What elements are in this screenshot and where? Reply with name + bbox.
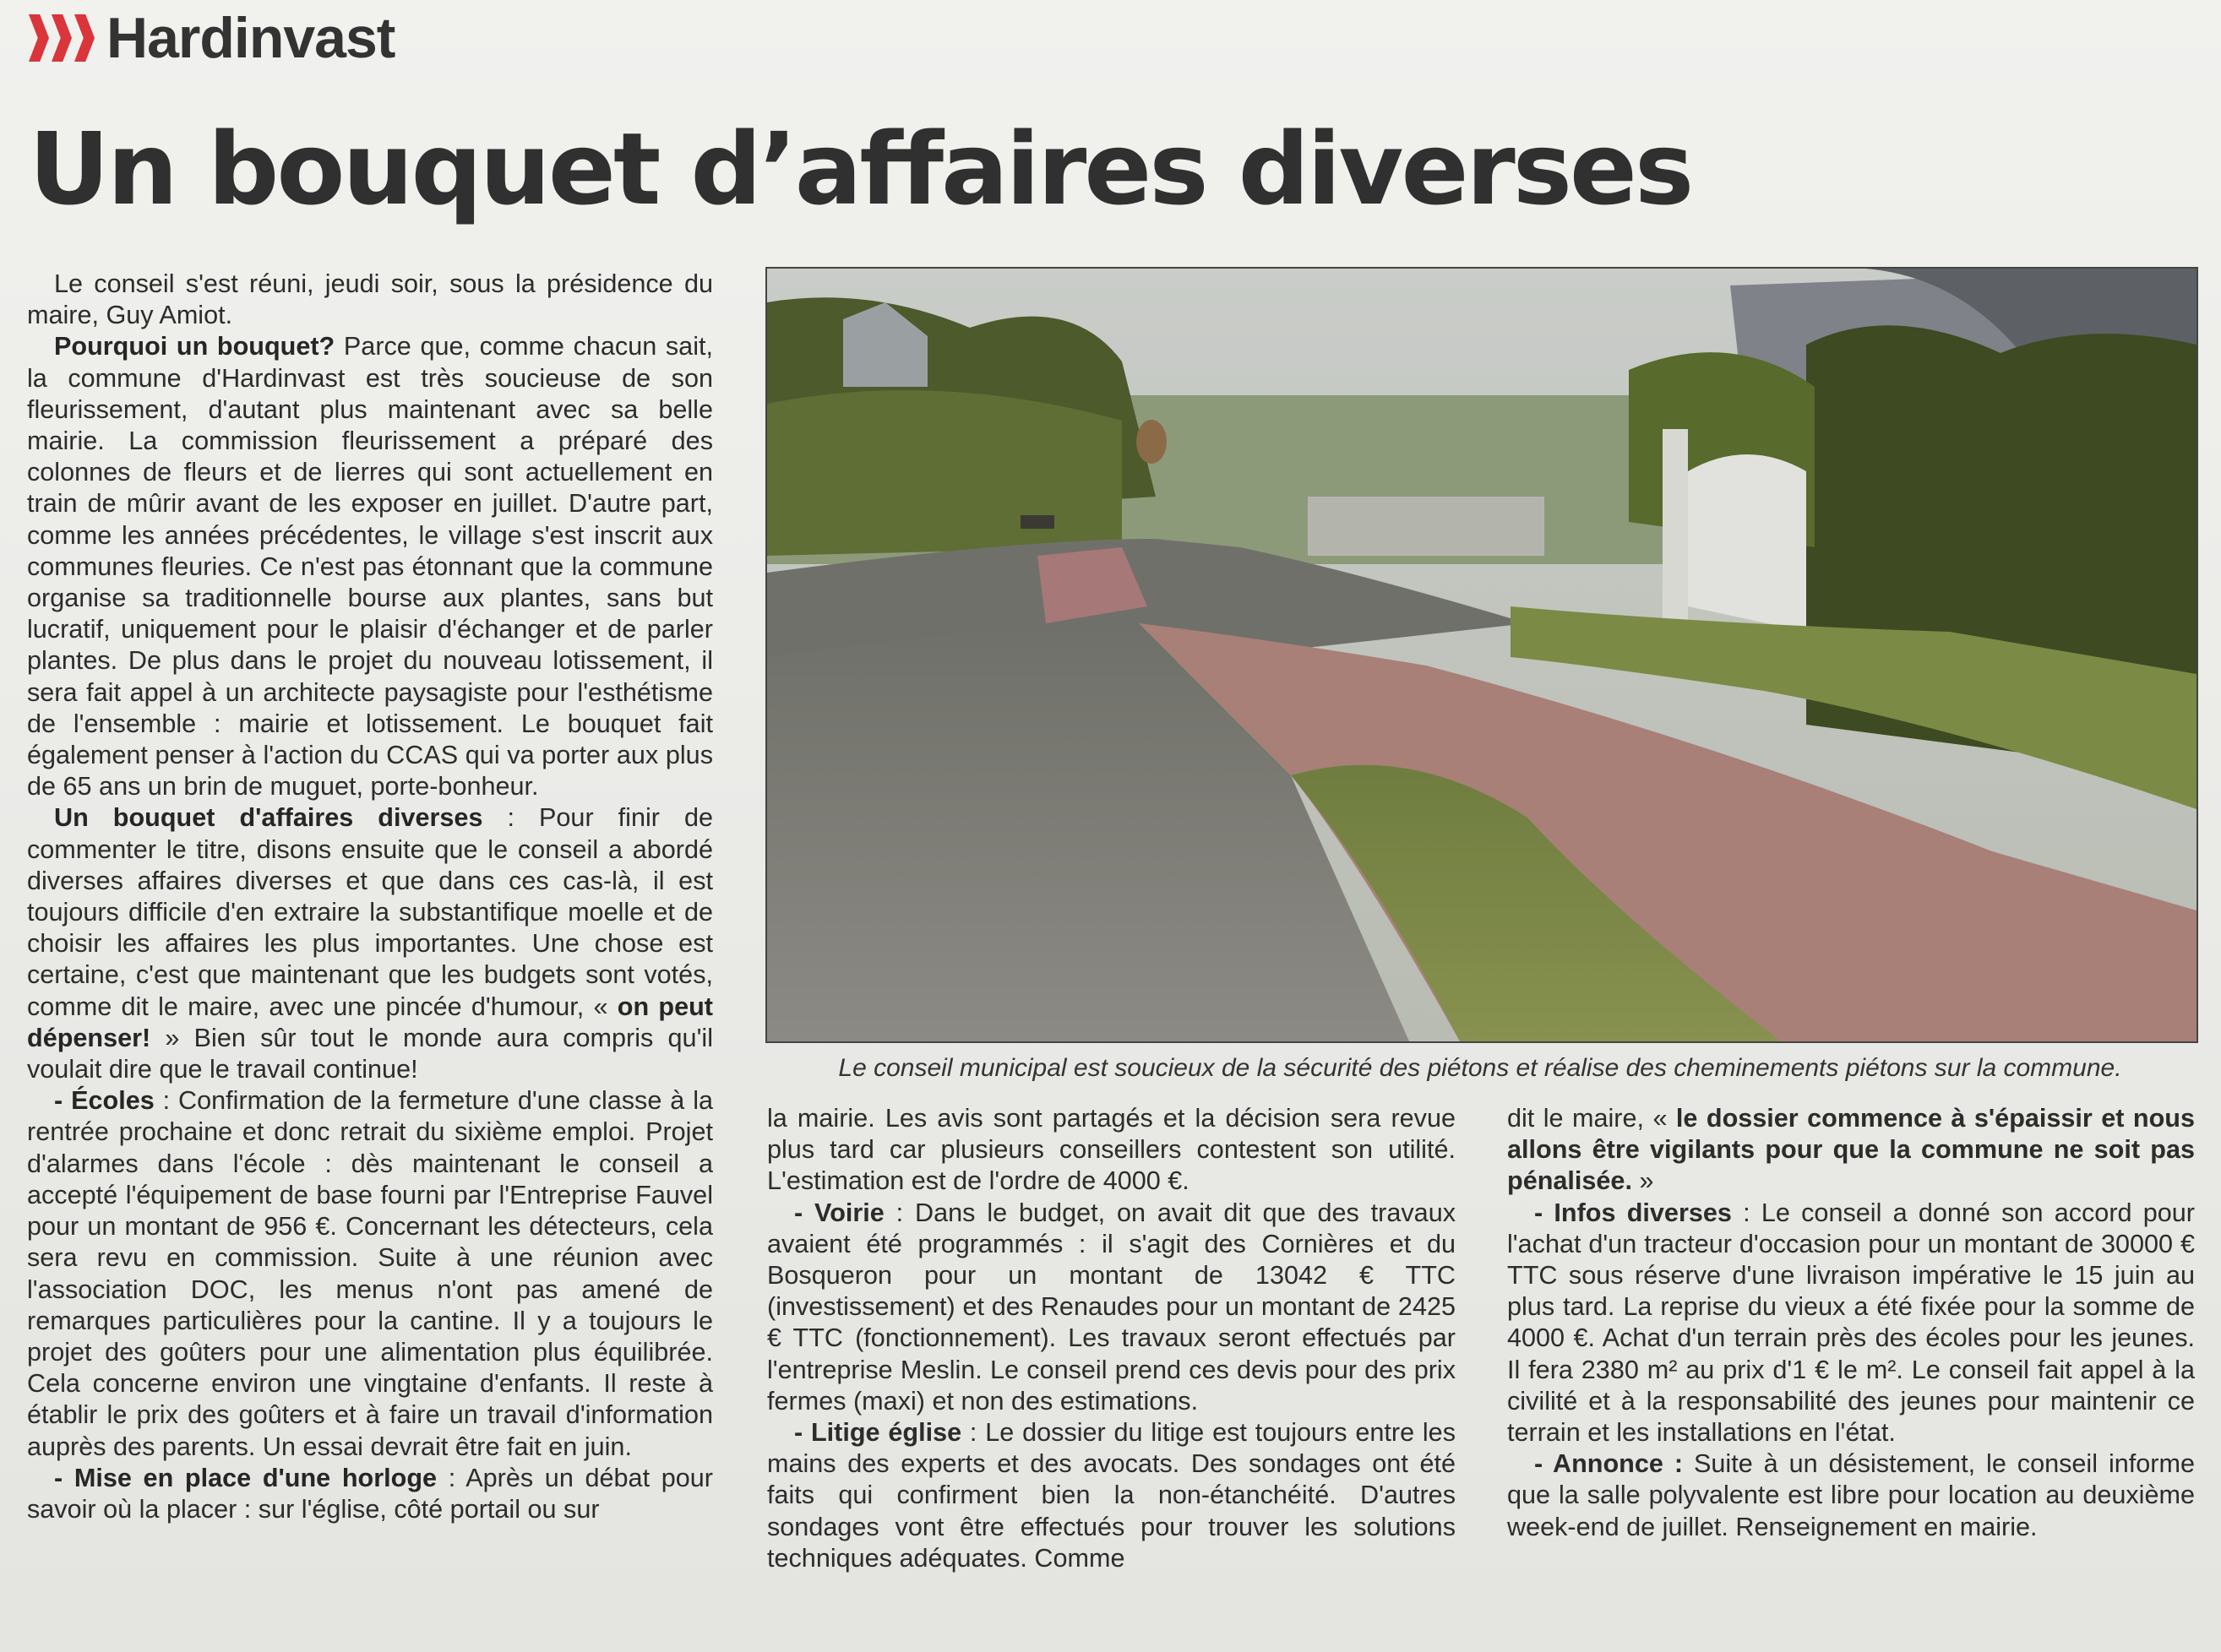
article-column-3	[1507, 1103, 2195, 1543]
paragraph-bouquet: Pourquoi un bouquet? Parce que, comme chacun sait, la commune d'Hardinvast est très soucieuse de son fleurissement, d'autant plus maintenant avec sa belle mairie. La commission fleurissement a préparé des colonnes de fleurs et de lierres qui sont actuellement en train de mûrir avant de les exposer en juillet. D'autre part, comme les années précédentes, le village s'est inscrit aux communes fleuries. Ce n'est pas étonnant que la commune organise sa traditionnelle bourse aux plantes, sans but lucratif, uniquement pour le plaisir d'échanger et de parler plantes. De plus dans le projet du nouveau lotissement, il sera fait appel à un architecte paysagiste pour l'esthétisme de l'ensemble : mairie et lotissement. Le bouquet fait également penser à l'action du CCAS qui va porter aux plus de 65 ans un brin de muguet, porte-bonheur.	[27, 332, 713, 802]
section-rubric	[29, 8, 395, 68]
article-intro: Le conseil s'est réuni, jeudi soir, sous la présidence du maire, Guy Amiot.	[27, 269, 713, 330]
road-photo-illustration	[767, 269, 2197, 1041]
paragraph-voirie: - Voirie : Dans le budget, on avait dit que des travaux avaient été programmés : il s'agit des Cornières et du Bosqueron pour un montant de 13042 € TTC (investissement) et des Renaudes pour un montant de 2425 € TTC (fonctionnement). Les travaux seront effectués par l'entreprise Meslin. Le conseil prend ces devis pour des prix fermes (maxi) et non des estimations.	[767, 1198, 1456, 1416]
paragraph-horloge-cont: la mairie. Les avis sont partagés et la décision sera revue plus tard car plusieurs conseillers contestent son utilité. L'estimation est de l'ordre de 4000 €.	[767, 1104, 1456, 1196]
paragraph-annonce: - Annonce : Suite à un désistement, le conseil informe que la salle polyvalente est libre pour location au deuxième week-end de juillet. Renseignement en mairie.	[1507, 1449, 2195, 1541]
article-column-2	[767, 1103, 1456, 1574]
paragraph-horloge: - Mise en place d'une horloge : Après un débat pour savoir où la placer : sur l'église, côté portail ou sur	[27, 1463, 713, 1524]
paragraph-ecoles: - Écoles : Confirmation de la fermeture d'une classe à la rentrée prochaine et donc retrait du sixième emploi. Projet d'alarmes dans l'école : dès maintenant le conseil a accepté l'équipement de base fourni par l'Entreprise Fauvel pour un montant de 956 €. Concernant les détecteurs, cela sera revu en commission. Suite à une réunion avec l'association DOC, les menus n'ont pas amené de remarques particulières pour la cantine. Il y a toujours le projet des goûters pour une alimentation plus équilibrée. Cela concerne environ une vingtaine d'enfants. Il reste à établir le prix des goûters et à faire un travail d'information auprès des parents. Un essai devrait être fait en juin.	[27, 1086, 714, 1461]
paragraph-litige-cont: dit le maire, « le dossier commence à s'épaissir et nous allons être vigilants pour que la commune ne soit pas pénalisée. »	[1507, 1104, 2196, 1196]
article-column-1	[27, 269, 713, 1525]
article-headline: Un bouquet d’affaires diverses	[29, 111, 1692, 227]
photo-caption: Le conseil municipal est soucieux de la sécurité des piétons et réalise des cheminements piétons sur la commune.	[838, 1054, 2122, 1082]
article-photo	[765, 267, 2198, 1043]
paragraph-litige-eglise: - Litige église : Le dossier du litige est toujours entre les mains des experts et des avocats. Des sondages ont été faits qui confirment bien la non-étanchéité. D'autres sondages vont être effectués pour trouver les solutions techniques adéquates. Comme	[767, 1418, 1456, 1573]
chevrons-icon	[29, 14, 95, 62]
paragraph-affaires-diverses: Un bouquet d'affaires diverses : Pour finir de commenter le titre, disons ensuite que le conseil a abordé diverses affaires diverses et que dans ces cas-là, il est toujours difficile d'en extraire la substantifique moelle et de choisir les affaires les plus importantes. Une chose est certaine, c'est que maintenant que les budgets sont votés, comme dit le maire, avec une pincée d'humour, « on peut dépenser! » Bien sûr tout le monde aura compris qu'il voulait dire que le travail continue!	[27, 803, 713, 1084]
town-name: Hardinvast	[106, 6, 395, 70]
paragraph-infos-diverses: - Infos diverses : Le conseil a donné son accord pour l'achat d'un tracteur d'occasion pour un montant de 30000 € TTC sous réserve d'une livraison impérative le 15 juin au plus tard. La reprise du vieux a été fixée pour la somme de 4000 €. Achat d'un terrain près des écoles pour les jeunes. Il fera 2380 m² au prix d'1 € le m². Le conseil fait appel à la civilité et à la responsabilité des jeunes pour maintenir ce terrain et les installations en l'état.	[1507, 1198, 2195, 1448]
